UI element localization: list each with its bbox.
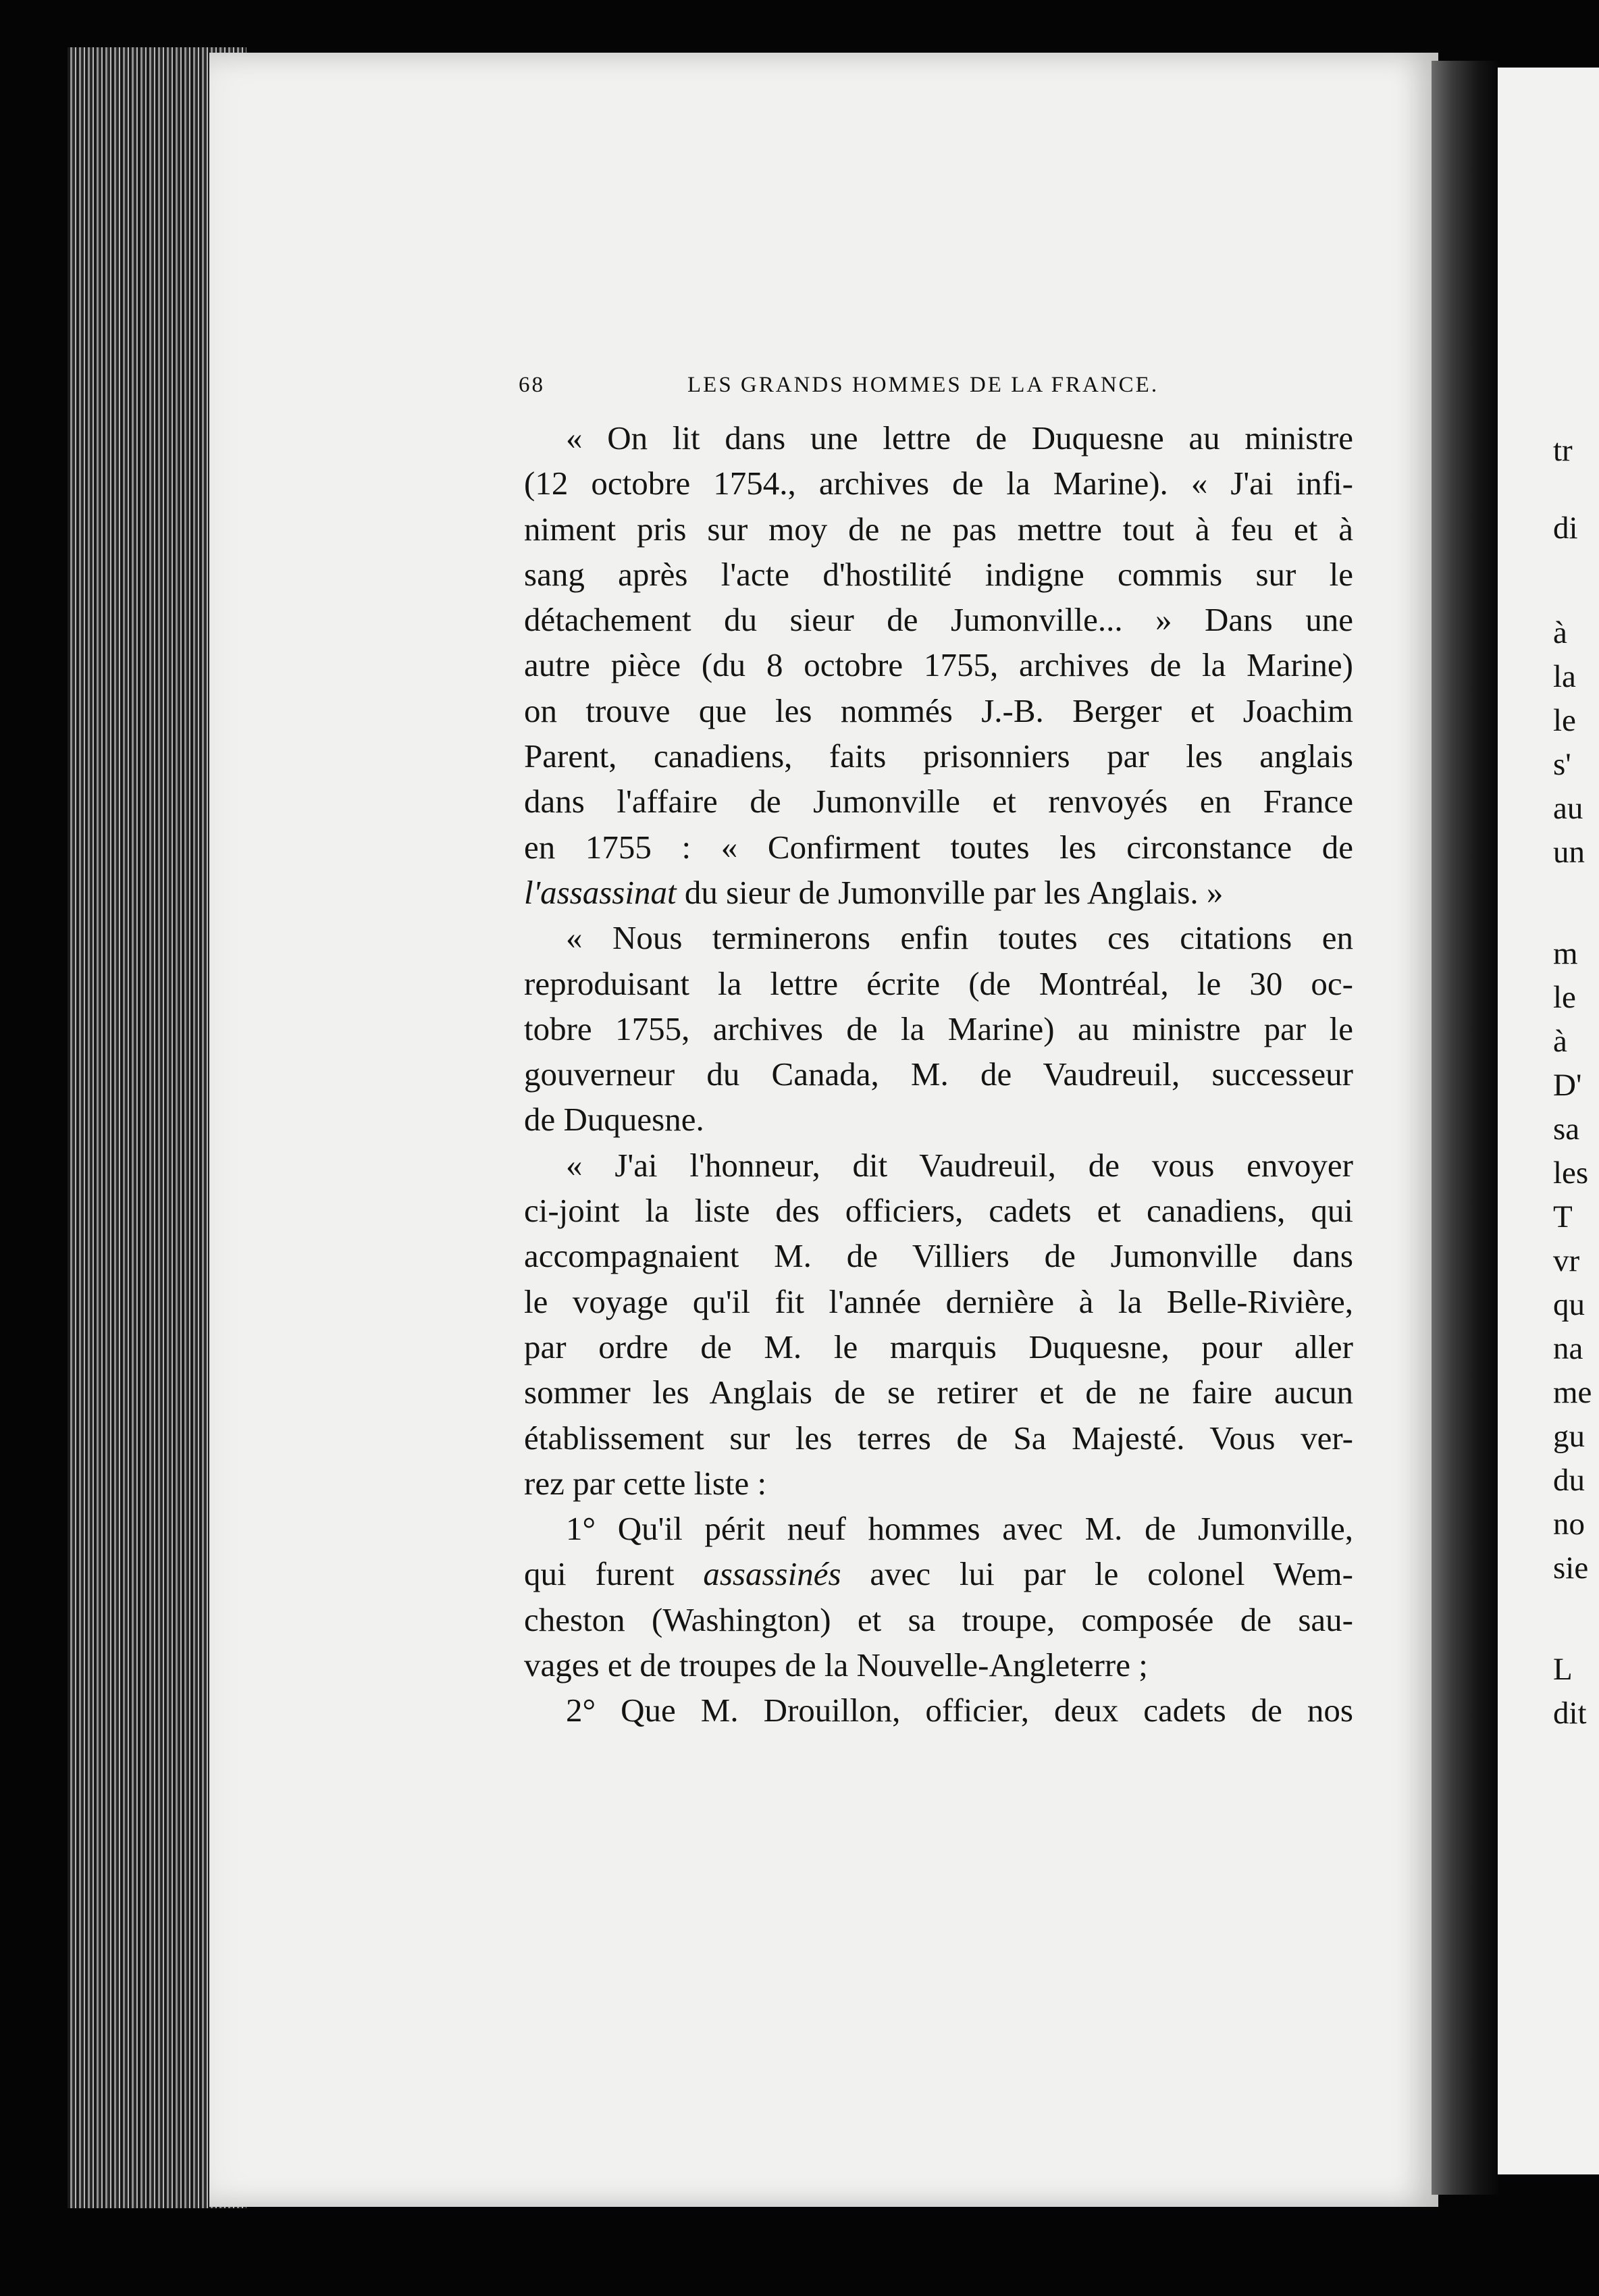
text-line: sang après l'acte d'hostilité indigne commis sur le bbox=[524, 555, 1353, 593]
text-line: par ordre de M. le marquis Duquesne, pour aller bbox=[524, 1328, 1353, 1365]
text-line: « Nous terminerons enfin toutes ces citations en bbox=[566, 919, 1353, 957]
right-page-fragment: au bbox=[1553, 791, 1583, 826]
book-gutter bbox=[1432, 61, 1499, 2195]
italic-term: l'assassinat bbox=[524, 873, 677, 911]
right-page-fragment: un bbox=[1553, 835, 1585, 870]
right-page-fragment: me bbox=[1553, 1375, 1592, 1410]
right-page-fragment: vr bbox=[1553, 1243, 1580, 1278]
right-page-fragment: s' bbox=[1553, 747, 1571, 782]
text-line: établissement sur les terres de Sa Majesté. Vous ver- bbox=[524, 1419, 1353, 1457]
right-page-fragment: sa bbox=[1553, 1112, 1580, 1147]
right-page-fragment: les bbox=[1553, 1155, 1589, 1191]
text-span: avec lui par le colonel Wem- bbox=[841, 1555, 1353, 1593]
text-span: qui furent bbox=[524, 1555, 704, 1593]
right-page-fragment: di bbox=[1553, 511, 1578, 546]
text-span: du sieur de Jumonville par les Anglais. » bbox=[676, 873, 1224, 911]
right-page-fragment: le bbox=[1553, 980, 1576, 1015]
body-text bbox=[524, 415, 1353, 1733]
right-page-fragment: sie bbox=[1553, 1550, 1589, 1586]
text-line: 2° Que M. Drouillon, officier, deux cadets de nos bbox=[566, 1692, 1353, 1729]
text-line: autre pièce (du 8 octobre 1755, archives de la Marine) bbox=[524, 646, 1353, 684]
text-line: dans l'affaire de Jumonville et renvoyés en France bbox=[524, 783, 1353, 820]
text-line: en 1755 : « Confirment toutes les circonstance de bbox=[524, 828, 1353, 866]
text-line: ci-joint la liste des officiers, cadets et canadiens, qui bbox=[524, 1192, 1353, 1230]
right-page-fragment: D' bbox=[1553, 1068, 1582, 1103]
right-page-fragment: tr bbox=[1553, 433, 1573, 468]
right-page-fragment: na bbox=[1553, 1331, 1583, 1366]
right-page-fragments bbox=[1553, 432, 1599, 1783]
right-page-fragment: L bbox=[1553, 1652, 1573, 1687]
right-page-fragment: T bbox=[1553, 1199, 1573, 1234]
text-line: de Duquesne. bbox=[524, 1101, 704, 1139]
text-line: 1° Qu'il périt neuf hommes avec M. de Jumonville, bbox=[566, 1510, 1353, 1548]
right-page-fragment: m bbox=[1553, 936, 1578, 971]
text-line: sommer les Anglais de se retirer et de ne faire aucun bbox=[524, 1374, 1353, 1411]
running-title: LES GRANDS HOMMES DE LA FRANCE. bbox=[687, 373, 1159, 397]
text-line: gouverneur du Canada, M. de Vaudreuil, successeur bbox=[524, 1055, 1353, 1093]
running-head bbox=[519, 373, 1194, 398]
right-page-fragment: du bbox=[1553, 1463, 1585, 1498]
text-line: accompagnaient M. de Villiers de Jumonville dans bbox=[524, 1237, 1353, 1275]
text-line: vages et de troupes de la Nouvelle-Angleterre ; bbox=[524, 1646, 1148, 1684]
text-line: « J'ai l'honneur, dit Vaudreuil, de vous envoyer bbox=[566, 1146, 1353, 1184]
right-page-fragment: gu bbox=[1553, 1419, 1585, 1454]
text-line: (12 octobre 1754., archives de la Marine). « J'ai infi- bbox=[524, 465, 1353, 502]
text-line: reproduisant la lettre écrite (de Montréal, le 30 oc- bbox=[524, 964, 1353, 1002]
text-line: cheston (Washington) et sa troupe, composée de sau- bbox=[524, 1600, 1353, 1638]
text-line: le voyage qu'il fit l'année dernière à la Belle-Rivière, bbox=[524, 1282, 1353, 1320]
right-page-fragment: à bbox=[1553, 615, 1567, 650]
italic-term: assassinés bbox=[703, 1555, 841, 1593]
right-page-fragment: qu bbox=[1553, 1287, 1585, 1322]
right-page-fragment: la bbox=[1553, 659, 1576, 694]
text-line: détachement du sieur de Jumonville... » Dans une bbox=[524, 601, 1353, 639]
right-page-fragment: no bbox=[1553, 1507, 1585, 1542]
page-number: 68 bbox=[519, 373, 545, 397]
text-line: tobre 1755, archives de la Marine) au ministre par le bbox=[524, 1010, 1353, 1047]
text-line: rez par cette liste : bbox=[524, 1464, 767, 1502]
right-page-fragment: dit bbox=[1553, 1696, 1587, 1731]
text-line: on trouve que les nommés J.-B. Berger et Joachim bbox=[524, 692, 1353, 729]
text-line bbox=[524, 1551, 1353, 1596]
right-page-fragment: le bbox=[1553, 703, 1576, 738]
right-page-fragment: à bbox=[1553, 1024, 1567, 1059]
text-line: niment pris sur moy de ne pas mettre tout à feu et à bbox=[524, 510, 1353, 548]
text-line: Parent, canadiens, faits prisonniers par les anglais bbox=[524, 737, 1353, 775]
text-line bbox=[524, 870, 1353, 915]
text-line: « On lit dans une lettre de Duquesne au ministre bbox=[566, 419, 1353, 456]
